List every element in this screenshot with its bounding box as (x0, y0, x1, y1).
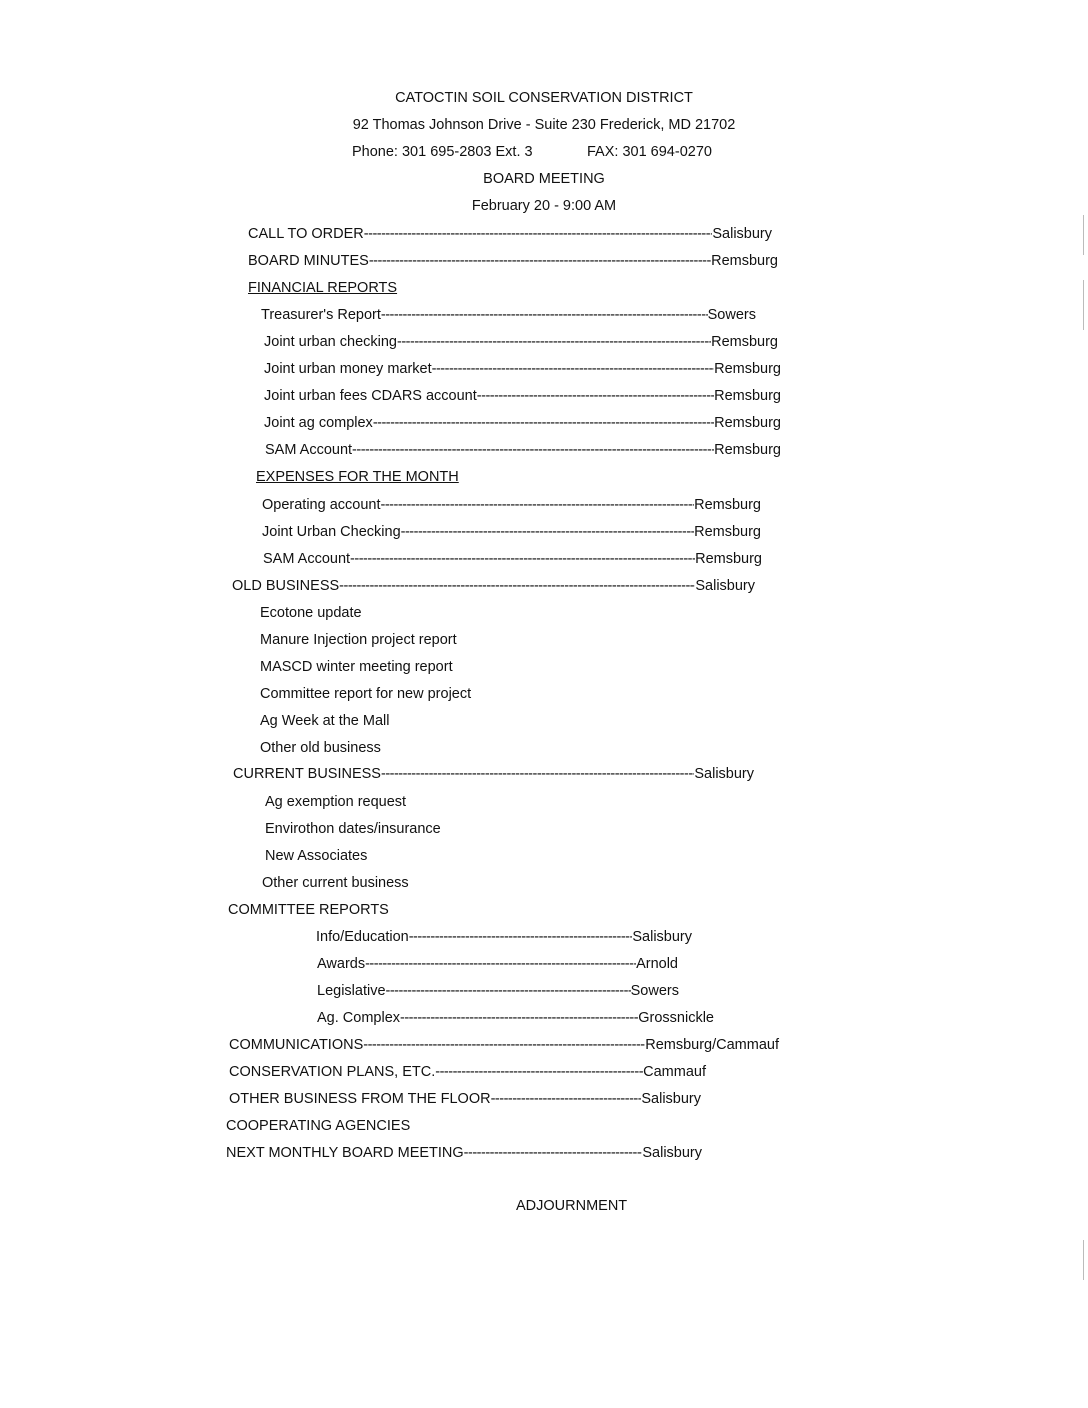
agenda-presenter: Salisbury (642, 1145, 702, 1161)
financial-item (264, 361, 781, 377)
agenda-label: CONSERVATION PLANS, ETC. (229, 1064, 436, 1080)
agenda-presenter: Remsburg (714, 388, 781, 404)
agenda-label: OLD BUSINESS (232, 578, 340, 594)
committee-item (317, 983, 679, 999)
meeting-title: BOARD MEETING (483, 171, 605, 187)
committee-item (317, 956, 678, 972)
old-business-item: Other old business (260, 740, 381, 756)
scan-mark (1083, 215, 1084, 255)
committee-item (316, 929, 692, 945)
financial-item (264, 415, 781, 431)
agenda-label: Operating account (262, 497, 381, 513)
agenda-label: Ag. Complex (317, 1010, 401, 1026)
financial-item (264, 388, 781, 404)
communications-row (229, 1037, 779, 1053)
agenda-label: COMMUNICATIONS (229, 1037, 364, 1053)
board-minutes-row (248, 253, 778, 269)
current-business-row (233, 766, 754, 782)
agenda-presenter: Remsburg (711, 334, 778, 350)
financial-item (264, 334, 778, 350)
agenda-label: CURRENT BUSINESS (233, 766, 381, 782)
other-business-row (229, 1091, 701, 1107)
financial-item (261, 307, 756, 323)
committee-reports-heading: COMMITTEE REPORTS (228, 902, 389, 918)
financial-reports-heading: FINANCIAL REPORTS (248, 280, 398, 296)
agenda-label: Joint urban fees CDARS account (264, 388, 477, 404)
agenda-label: NEXT MONTHLY BOARD MEETING (226, 1145, 464, 1161)
adjournment: ADJOURNMENT (516, 1198, 628, 1214)
address: 92 Thomas Johnson Drive - Suite 230 Frederick, MD 21702 (352, 117, 736, 133)
scan-mark (1083, 280, 1084, 330)
agenda-label: Joint urban money market (264, 361, 432, 377)
current-business-item: Envirothon dates/insurance (265, 821, 441, 837)
agenda-presenter: Cammauf (643, 1064, 706, 1080)
agenda-presenter: Remsburg (694, 497, 761, 513)
agenda-presenter: Remsburg (711, 253, 778, 269)
agenda-label: SAM Account (263, 551, 351, 567)
agenda-presenter: Remsburg (714, 442, 781, 458)
agenda-presenter: Remsburg (714, 415, 781, 431)
org-name: CATOCTIN SOIL CONSERVATION DISTRICT (395, 90, 693, 106)
agenda-presenter: Sowers (707, 307, 756, 323)
cooperating-agencies: COOPERATING AGENCIES (226, 1118, 411, 1134)
old-business-item: Ecotone update (260, 605, 362, 621)
agenda-presenter: Salisbury (695, 578, 755, 594)
old-business-item: MASCD winter meeting report (260, 659, 453, 675)
committee-item (317, 1010, 714, 1026)
agenda-label: Legislative (317, 983, 386, 999)
agenda-label: BOARD MINUTES (248, 253, 369, 269)
expense-item (262, 524, 761, 540)
expense-item (263, 551, 762, 567)
agenda-presenter: Remsburg (694, 524, 761, 540)
agenda-label: Treasurer's Report (261, 307, 381, 323)
agenda-presenter: Remsburg/Cammauf (645, 1037, 779, 1053)
agenda-presenter: Arnold (636, 956, 678, 972)
phone: Phone: 301 695-2803 Ext. 3 (352, 144, 533, 160)
current-business-item: Ag exemption request (265, 794, 407, 810)
fax: FAX: 301 694-0270 (587, 144, 712, 160)
agenda-presenter: Salisbury (641, 1091, 701, 1107)
scan-mark (1083, 1240, 1084, 1280)
agenda-presenter: Grossnickle (638, 1010, 714, 1026)
current-business-item: Other current business (262, 875, 409, 891)
old-business-row (232, 578, 755, 594)
old-business-item: Manure Injection project report (260, 632, 457, 648)
agenda-label: Awards (317, 956, 366, 972)
next-meeting-row (226, 1145, 702, 1161)
agenda-presenter: Remsburg (695, 551, 762, 567)
agenda-presenter: Salisbury (632, 929, 692, 945)
agenda-label: Joint Urban Checking (262, 524, 401, 540)
old-business-item: Ag Week at the Mall (260, 713, 390, 729)
conservation-plans-row (229, 1064, 706, 1080)
old-business-item: Committee report for new project (260, 686, 472, 702)
agenda-presenter: Salisbury (694, 766, 754, 782)
agenda-label: SAM Account (265, 442, 353, 458)
expense-item (262, 497, 761, 513)
agenda-presenter: Sowers (630, 983, 679, 999)
agenda-label: Joint urban checking (264, 334, 397, 350)
call-to-order-row (248, 226, 772, 242)
agenda-label: Info/Education (316, 929, 409, 945)
meeting-date: February 20 - 9:00 AM (471, 198, 617, 214)
financial-item (265, 442, 781, 458)
agenda-label: OTHER BUSINESS FROM THE FLOOR (229, 1091, 491, 1107)
agenda-label: CALL TO ORDER (248, 226, 364, 242)
agenda-presenter: Salisbury (712, 226, 772, 242)
agenda-presenter: Remsburg (714, 361, 781, 377)
agenda-label: Joint ag complex (264, 415, 373, 431)
expenses-heading: EXPENSES FOR THE MONTH (256, 469, 459, 485)
current-business-item: New Associates (265, 848, 368, 864)
